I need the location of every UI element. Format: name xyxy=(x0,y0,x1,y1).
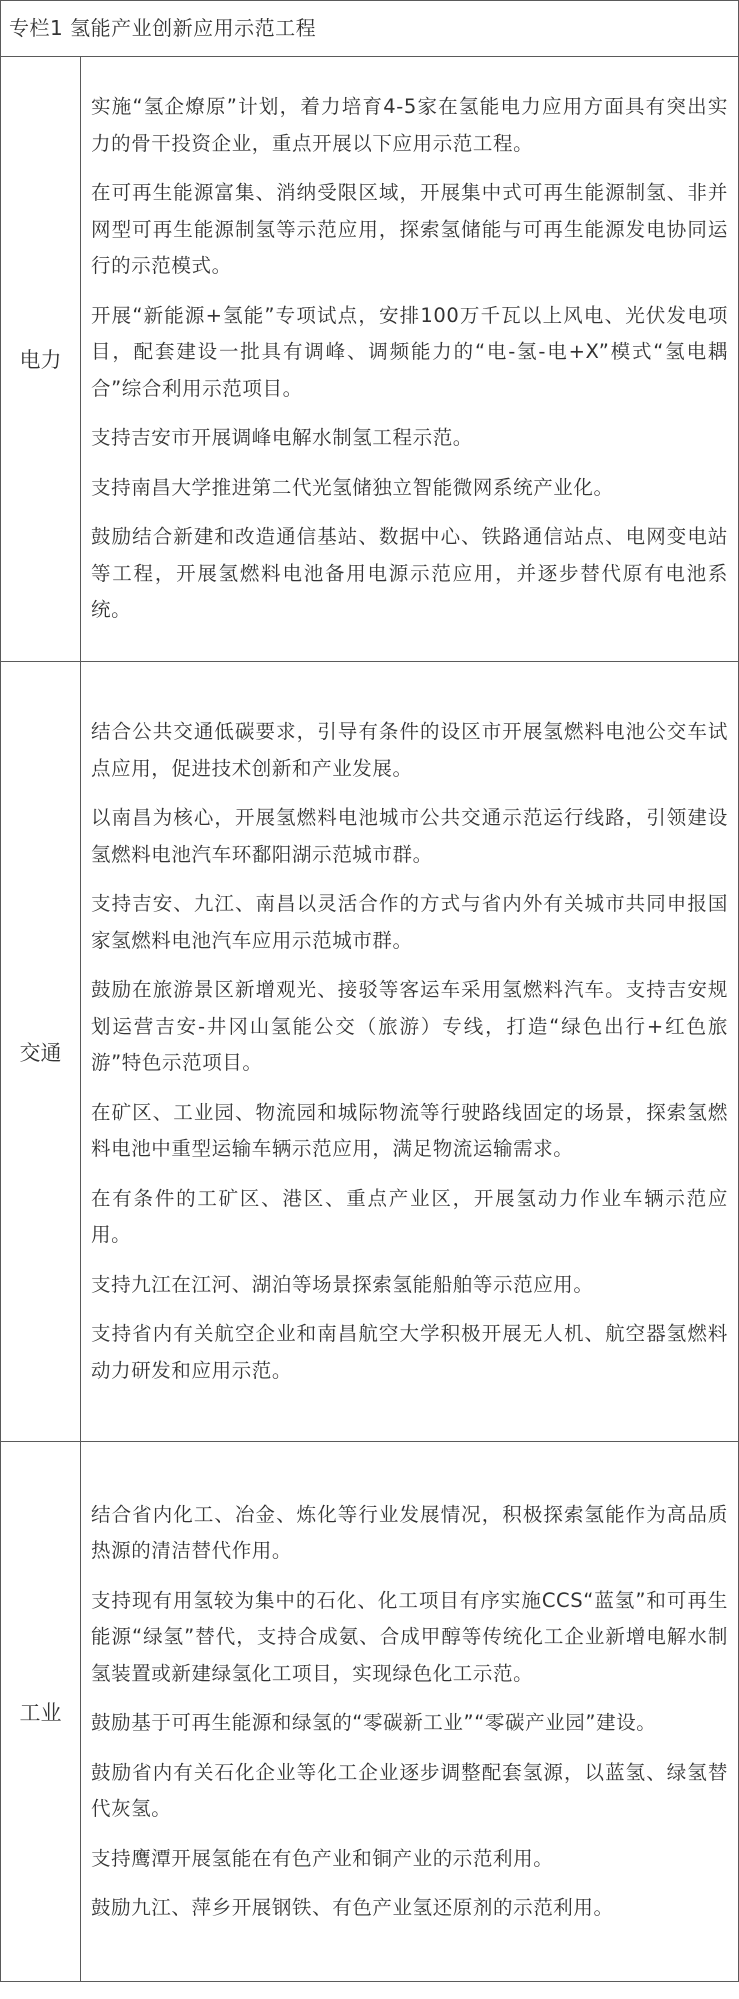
list-item: 以南昌为核心，开展氢燃料电池城市公共交通示范运行线路，引领建设氢燃料电池汽车环鄱阳湖示范城市群。 xyxy=(91,806,728,866)
list-item: 鼓励省内有关石化企业等化工企业逐步调整配套氢源，以蓝氢、绿氢替代灰氢。 xyxy=(91,1760,728,1820)
list-item: 支持南昌大学推进第二代光氢储独立智能微网系统产业化。 xyxy=(91,475,614,499)
list-item: 支持省内有关航空企业和南昌航空大学积极开展无人机、航空器氢燃料动力研发和应用示范。 xyxy=(91,1322,728,1382)
list-item: 支持鹰潭开展氢能在有色产业和铜产业的示范利用。 xyxy=(91,1846,554,1870)
list-item: 在有条件的工矿区、港区、重点产业区，开展氢动力作业车辆示范应用。 xyxy=(91,1186,728,1246)
table-body xyxy=(1,1,739,1982)
category-cell-industry: 工业 xyxy=(1,1442,81,1982)
table-row-power xyxy=(1,57,739,662)
list-item: 鼓励九江、萍乡开展钢铁、有色产业氢还原剂的示范利用。 xyxy=(91,1896,614,1919)
list-item: 鼓励基于可再生能源和绿氢的“零碳新工业”“零碳产业园”建设。 xyxy=(91,1711,657,1734)
list-item: 开展“新能源+氢能”专项试点，安排100万千瓦以上风电、光伏发电项目，配套建设一批具有调峰、调频能力的“电-氢-电+X”模式“氢电耦合”综合利用示范项目。 xyxy=(91,303,728,400)
table-row-industry xyxy=(1,1442,739,1982)
list-item: 鼓励在旅游景区新增观光、接驳等客运车采用氢燃料汽车。支持吉安规划运营吉安-井冈山氢能公交（旅游）专线，打造“绿色出行+红色旅游”特色示范项目。 xyxy=(91,978,728,1074)
list-item: 结合公共交通低碳要求，引导有条件的设区市开展氢燃料电池公交车试点应用，促进技术创新和产业发展。 xyxy=(91,720,728,780)
list-item: 实施“氢企燎原”计划，着力培育4-5家在氢能电力应用方面具有突出实力的骨干投资企业，重点开展以下应用示范工程。 xyxy=(91,95,728,155)
table-title: 专栏1 氢能产业创新应用示范工程 xyxy=(1,1,739,57)
list-item: 鼓励结合新建和改造通信基站、数据中心、铁路通信站点、电网变电站等工程，开展氢燃料电池备用电源示范应用，并逐步替代原有电池系统。 xyxy=(91,525,728,622)
list-item: 在矿区、工业园、物流园和城际物流等行驶路线固定的场景，探索氢燃料电池中重型运输车辆示范应用，满足物流运输需求。 xyxy=(91,1100,728,1160)
table-row-transport xyxy=(1,662,739,1442)
title-row xyxy=(1,1,739,57)
list-item: 支持九江在江河、湖泊等场景探索氢能船舶等示范应用。 xyxy=(91,1272,594,1296)
list-item: 结合省内化工、冶金、炼化等行业发展情况，积极探索氢能作为高品质热源的清洁替代作用。 xyxy=(91,1502,728,1562)
items-cell-power xyxy=(81,57,739,662)
category-cell-transport: 交通 xyxy=(1,662,81,1442)
items-cell-transport xyxy=(81,662,739,1442)
category-cell-power: 电力 xyxy=(1,57,81,662)
list-item: 在可再生能源富集、消纳受限区域，开展集中式可再生能源制氢、非并网型可再生能源制氢等示范应用，探索氢储能与可再生能源发电协同运行的示范模式。 xyxy=(91,181,728,278)
list-item: 支持吉安市开展调峰电解水制氢工程示范。 xyxy=(91,426,473,450)
list-item: 支持现有用氢较为集中的石化、化工项目有序实施CCS“蓝氢”和可再生能源“绿氢”替代，支持合成氨、合成甲醇等传统化工企业新增电解水制氢装置或新建绿氢化工项目，实现绿色化工示范。 xyxy=(91,1588,728,1685)
list-item: 支持吉安、九江、南昌以灵活合作的方式与省内外有关城市共同申报国家氢燃料电池汽车应用示范城市群。 xyxy=(91,892,728,952)
items-cell-industry xyxy=(81,1442,739,1982)
